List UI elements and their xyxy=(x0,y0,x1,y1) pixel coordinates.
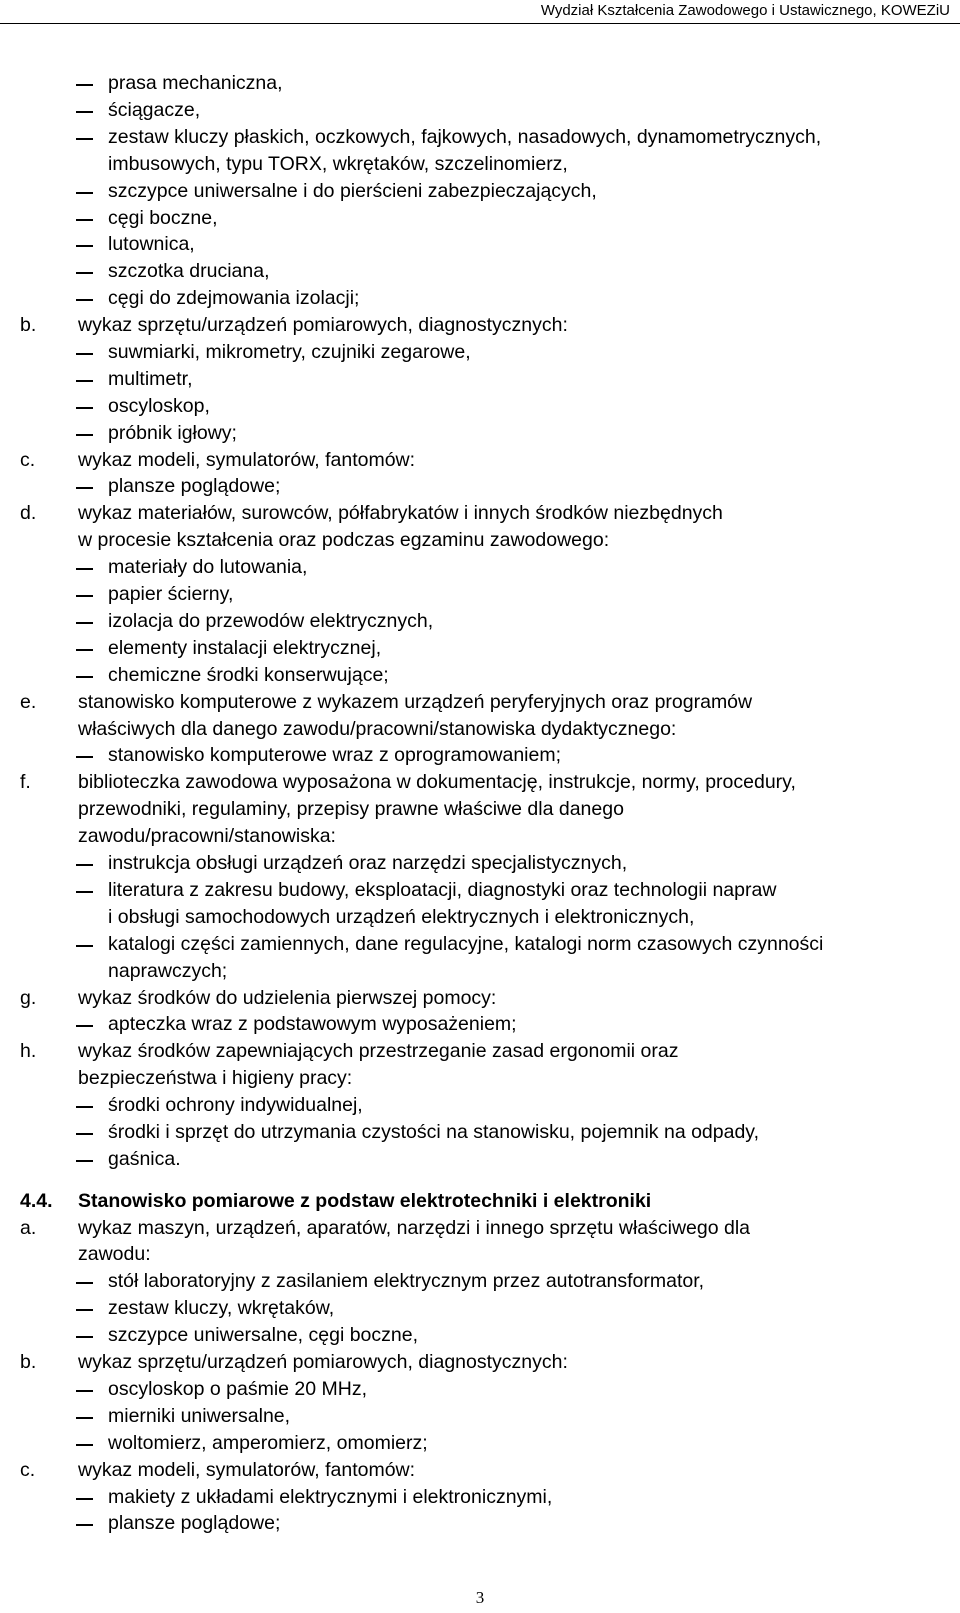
list-item: plansze poglądowe; xyxy=(108,475,281,497)
list-item: oscyloskop, xyxy=(108,395,210,417)
list-item: katalogi części zamiennych, dane regulacyjne, katalogi norm czasowych czynności xyxy=(108,933,824,955)
dash-bullet xyxy=(76,1524,93,1526)
list-item: cęgi do zdejmowania izolacji; xyxy=(108,287,360,309)
item-text: wykaz sprzętu/urządzeń pomiarowych, diagnostycznych: xyxy=(78,1351,568,1373)
list-item: próbnik igłowy; xyxy=(108,422,237,444)
dash-bullet xyxy=(76,1498,93,1500)
dash-bullet xyxy=(76,219,93,221)
item-label: a. xyxy=(20,1217,37,1239)
list-item: apteczka wraz z podstawowym wyposażeniem; xyxy=(108,1013,517,1035)
item-text-continuation: bezpieczeństwa i higieny pracy: xyxy=(78,1067,353,1089)
list-item: prasa mechaniczna, xyxy=(108,72,283,94)
item-text-continuation: właściwych dla danego zawodu/pracowni/stanowiska dydaktycznego: xyxy=(78,718,677,740)
item-text-continuation: zawodu: xyxy=(78,1243,151,1265)
dash-bullet xyxy=(76,272,93,274)
dash-bullet xyxy=(76,1025,93,1027)
dash-bullet xyxy=(76,676,93,678)
list-item: zestaw kluczy płaskich, oczkowych, fajkowych, nasadowych, dynamometrycznych, xyxy=(108,126,822,148)
dash-bullet xyxy=(76,1282,93,1284)
item-text-continuation: w procesie kształcenia oraz podczas egzaminu zawodowego: xyxy=(78,529,610,551)
list-item: szczypce uniwersalne i do pierścieni zabezpieczających, xyxy=(108,180,597,202)
dash-bullet xyxy=(76,891,93,893)
list-item: stanowisko komputerowe wraz z oprogramowaniem; xyxy=(108,744,562,766)
list-item: materiały do lutowania, xyxy=(108,556,308,578)
list-item: oscyloskop o paśmie 20 MHz, xyxy=(108,1378,368,1400)
dash-bullet xyxy=(76,245,93,247)
item-label: d. xyxy=(20,502,37,524)
item-text: biblioteczka zawodowa wyposażona w dokumentację, instrukcje, normy, procedury, xyxy=(78,771,796,793)
list-item: suwmiarki, mikrometry, czujniki zegarowe, xyxy=(108,341,471,363)
item-text: stanowisko komputerowe z wykazem urządzeń peryferyjnych oraz programów xyxy=(78,691,753,713)
dash-bullet xyxy=(76,380,93,382)
dash-bullet xyxy=(76,1417,93,1419)
item-text: wykaz maszyn, urządzeń, aparatów, narzędzi i innego sprzętu właściwego dla xyxy=(78,1217,751,1239)
list-item-continuation: naprawczych; xyxy=(108,960,228,982)
dash-bullet xyxy=(76,864,93,866)
list-item: elementy instalacji elektrycznej, xyxy=(108,637,382,659)
list-item: chemiczne środki konserwujące; xyxy=(108,664,389,686)
dash-bullet xyxy=(76,1160,93,1162)
item-text: wykaz środków zapewniających przestrzeganie zasad ergonomii oraz xyxy=(78,1040,679,1062)
dash-bullet xyxy=(76,595,93,597)
dash-bullet xyxy=(76,945,93,947)
dash-bullet xyxy=(76,1106,93,1108)
dash-bullet xyxy=(76,1444,93,1446)
item-label: e. xyxy=(20,691,37,713)
list-item: stół laboratoryjny z zasilaniem elektrycznym przez autotransformator, xyxy=(108,1270,705,1292)
dash-bullet xyxy=(76,353,93,355)
item-label: b. xyxy=(20,1351,37,1373)
dash-bullet xyxy=(76,649,93,651)
item-label: h. xyxy=(20,1040,37,1062)
list-item: literatura z zakresu budowy, eksploatacji, diagnostyki oraz technologii napraw xyxy=(108,879,777,901)
item-text: wykaz materiałów, surowców, półfabrykatów i innych środków niezbędnych xyxy=(78,502,723,524)
list-item: izolacja do przewodów elektrycznych, xyxy=(108,610,434,632)
dash-bullet xyxy=(76,568,93,570)
dash-bullet xyxy=(76,138,93,140)
dash-bullet xyxy=(76,299,93,301)
list-item: lutownica, xyxy=(108,233,195,255)
item-text: wykaz modeli, symulatorów, fantomów: xyxy=(78,1459,416,1481)
list-item: zestaw kluczy, wkrętaków, xyxy=(108,1297,335,1319)
item-text: wykaz modeli, symulatorów, fantomów: xyxy=(78,449,416,471)
dash-bullet xyxy=(76,756,93,758)
list-item: szczotka druciana, xyxy=(108,260,270,282)
item-label: g. xyxy=(20,987,37,1009)
dash-bullet xyxy=(76,1309,93,1311)
page-number: 3 xyxy=(475,1588,485,1607)
item-label: c. xyxy=(20,449,36,471)
list-item: środki i sprzęt do utrzymania czystości na stanowisku, pojemnik na odpady, xyxy=(108,1121,760,1143)
item-text-continuation: przewodniki, regulaminy, przepisy prawne właściwe dla danego xyxy=(78,798,624,820)
dash-bullet xyxy=(76,622,93,624)
list-item: mierniki uniwersalne, xyxy=(108,1405,291,1427)
list-item: multimetr, xyxy=(108,368,193,390)
list-item: woltomierz, amperomierz, omomierz; xyxy=(108,1432,428,1454)
list-item: makiety z układami elektrycznymi i elektronicznymi, xyxy=(108,1486,553,1508)
dash-bullet xyxy=(76,407,93,409)
section-heading: Stanowisko pomiarowe z podstaw elektrotechniki i elektroniki xyxy=(78,1190,652,1212)
header-rule xyxy=(0,23,960,24)
page-header xyxy=(0,0,960,24)
list-item: szczypce uniwersalne, cęgi boczne, xyxy=(108,1324,418,1346)
list-item: cęgi boczne, xyxy=(108,207,218,229)
header-text: Wydział Kształcenia Zawodowego i Ustawicznego, KOWEZiU xyxy=(540,2,950,19)
section-number: 4.4. xyxy=(20,1190,53,1212)
item-label: c. xyxy=(20,1459,36,1481)
dash-bullet xyxy=(76,487,93,489)
item-label: f. xyxy=(20,771,31,793)
item-text-continuation: zawodu/pracowni/stanowiska: xyxy=(78,825,336,847)
dash-bullet xyxy=(76,434,93,436)
dash-bullet xyxy=(76,111,93,113)
dash-bullet xyxy=(76,1336,93,1338)
list-item-continuation: i obsługi samochodowych urządzeń elektrycznych i elektronicznych, xyxy=(108,906,695,928)
list-item: gaśnica. xyxy=(108,1148,181,1170)
dash-bullet xyxy=(76,192,93,194)
dash-bullet xyxy=(76,1390,93,1392)
dash-bullet xyxy=(76,1133,93,1135)
list-item: środki ochrony indywidualnej, xyxy=(108,1094,363,1116)
list-item-continuation: imbusowych, typu TORX, wkrętaków, szczelinomierz, xyxy=(108,153,568,175)
dash-bullet xyxy=(76,84,93,86)
item-label: b. xyxy=(20,314,37,336)
list-item: plansze poglądowe; xyxy=(108,1512,281,1534)
item-text: wykaz sprzętu/urządzeń pomiarowych, diagnostycznych: xyxy=(78,314,568,336)
list-item: ściągacze, xyxy=(108,99,201,121)
list-item: instrukcja obsługi urządzeń oraz narzędzi specjalistycznych, xyxy=(108,852,628,874)
item-text: wykaz środków do udzielenia pierwszej pomocy: xyxy=(78,987,497,1009)
list-item: papier ścierny, xyxy=(108,583,234,605)
